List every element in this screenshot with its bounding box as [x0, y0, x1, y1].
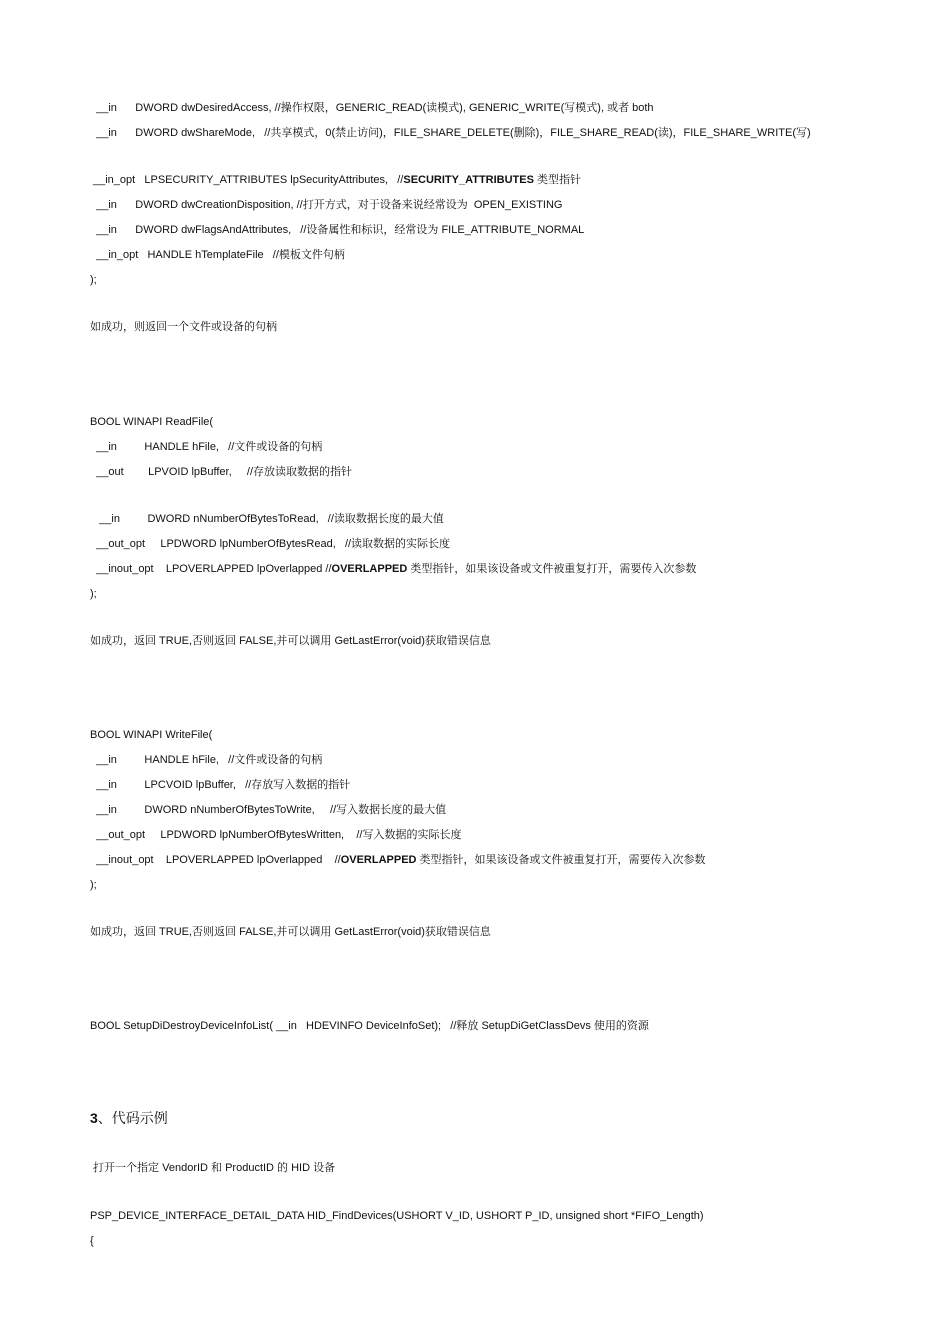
section-title: 、代码示例 — [97, 1110, 168, 1126]
writefile-param-overlapped — [90, 853, 706, 867]
param-flags-attributes: __in DWORD dwFlagsAndAttributes, //设备属性和标识，经常设为 FILE_ATTRIBUTE_NORMAL — [90, 224, 585, 236]
text: __inout_opt LPOVERLAPPED lpOverlapped // — [90, 563, 332, 575]
readfile-param-bytes-to-read: __in DWORD nNumberOfBytesToRead, //读取数据长度的最大值 — [90, 513, 444, 525]
text: 类型指针 — [533, 174, 582, 186]
section-number: 3 — [90, 1110, 98, 1126]
readfile-param-overlapped — [90, 562, 696, 576]
readfile-param-bytes-read: __out_opt LPDWORD lpNumberOfBytesRead, //读取数据的实际长度 — [90, 538, 451, 550]
param-template-file: __in_opt HANDLE hTemplateFile //模板文件句柄 — [90, 249, 345, 261]
writefile-result: 如成功，返回 TRUE,否则返回 FALSE,并可以调用 GetLastError(void)获取错误信息 — [90, 926, 491, 938]
close-paren: ); — [90, 588, 97, 600]
writefile-param-bytes-to-write: __in DWORD nNumberOfBytesToWrite, //写入数据长度的最大值 — [90, 804, 447, 816]
readfile-param-buffer: __out LPVOID lpBuffer, //存放读取数据的指针 — [90, 466, 353, 478]
readfile-param-hfile: __in HANDLE hFile, //文件或设备的句柄 — [90, 441, 323, 453]
text: 类型指针，如果该设备或文件被重复打开，需要传入次参数 — [416, 854, 706, 866]
writefile-signature: BOOL WINAPI WriteFile( — [90, 729, 213, 741]
section-intro: 打开一个指定 VendorID 和 ProductID 的 HID 设备 — [90, 1162, 336, 1174]
param-desired-access: __in DWORD dwDesiredAccess, //操作权限，GENERIC_READ(读模式), GENERIC_WRITE(写模式), 或者 both — [90, 102, 654, 114]
readfile-result: 如成功，返回 TRUE,否则返回 FALSE,并可以调用 GetLastError(void)获取错误信息 — [90, 635, 491, 647]
param-share-mode: __in DWORD dwShareMode, //共享模式，0(禁止访问)，FILE_SHARE_DELETE(删除)，FILE_SHARE_READ(读)，FILE_SHARE_WRITE(写) — [90, 127, 811, 139]
destroy-device-info-line: BOOL SetupDiDestroyDeviceInfoList( __in HDEVINFO DeviceInfoSet); //释放 SetupDiGetClassDevs 使用的资源 — [90, 1020, 649, 1032]
text: __in_opt LPSECURITY_ATTRIBUTES lpSecurityAttributes, // — [93, 174, 404, 186]
function-signature: PSP_DEVICE_INTERFACE_DETAIL_DATA HID_FindDevices(USHORT V_ID, USHORT P_ID, unsigned short *FIFO_Length) — [90, 1210, 704, 1222]
writefile-param-bytes-written: __out_opt LPDWORD lpNumberOfBytesWritten, //写入数据的实际长度 — [90, 829, 462, 841]
close-paren: ); — [90, 274, 97, 286]
writefile-param-buffer: __in LPCVOID lpBuffer, //存放写入数据的指针 — [90, 779, 351, 791]
param-creation-disposition: __in DWORD dwCreationDisposition, //打开方式，对于设备来说经常设为 OPEN_EXISTING — [90, 199, 563, 211]
param-security-attributes — [93, 173, 581, 187]
createfile-result: 如成功，则返回一个文件或设备的句柄 — [90, 321, 277, 333]
text: __inout_opt LPOVERLAPPED lpOverlapped // — [90, 854, 341, 866]
text: 类型指针，如果该设备或文件被重复打开，需要传入次参数 — [407, 563, 697, 575]
open-brace: { — [90, 1235, 94, 1247]
close-paren: ); — [90, 879, 97, 891]
section-heading — [90, 1109, 168, 1127]
readfile-signature: BOOL WINAPI ReadFile( — [90, 416, 214, 428]
bold-type-name: OVERLAPPED — [340, 854, 417, 866]
writefile-param-hfile: __in HANDLE hFile, //文件或设备的句柄 — [90, 754, 323, 766]
bold-type-name: SECURITY_ATTRIBUTES — [403, 174, 534, 186]
bold-type-name: OVERLAPPED — [331, 563, 408, 575]
